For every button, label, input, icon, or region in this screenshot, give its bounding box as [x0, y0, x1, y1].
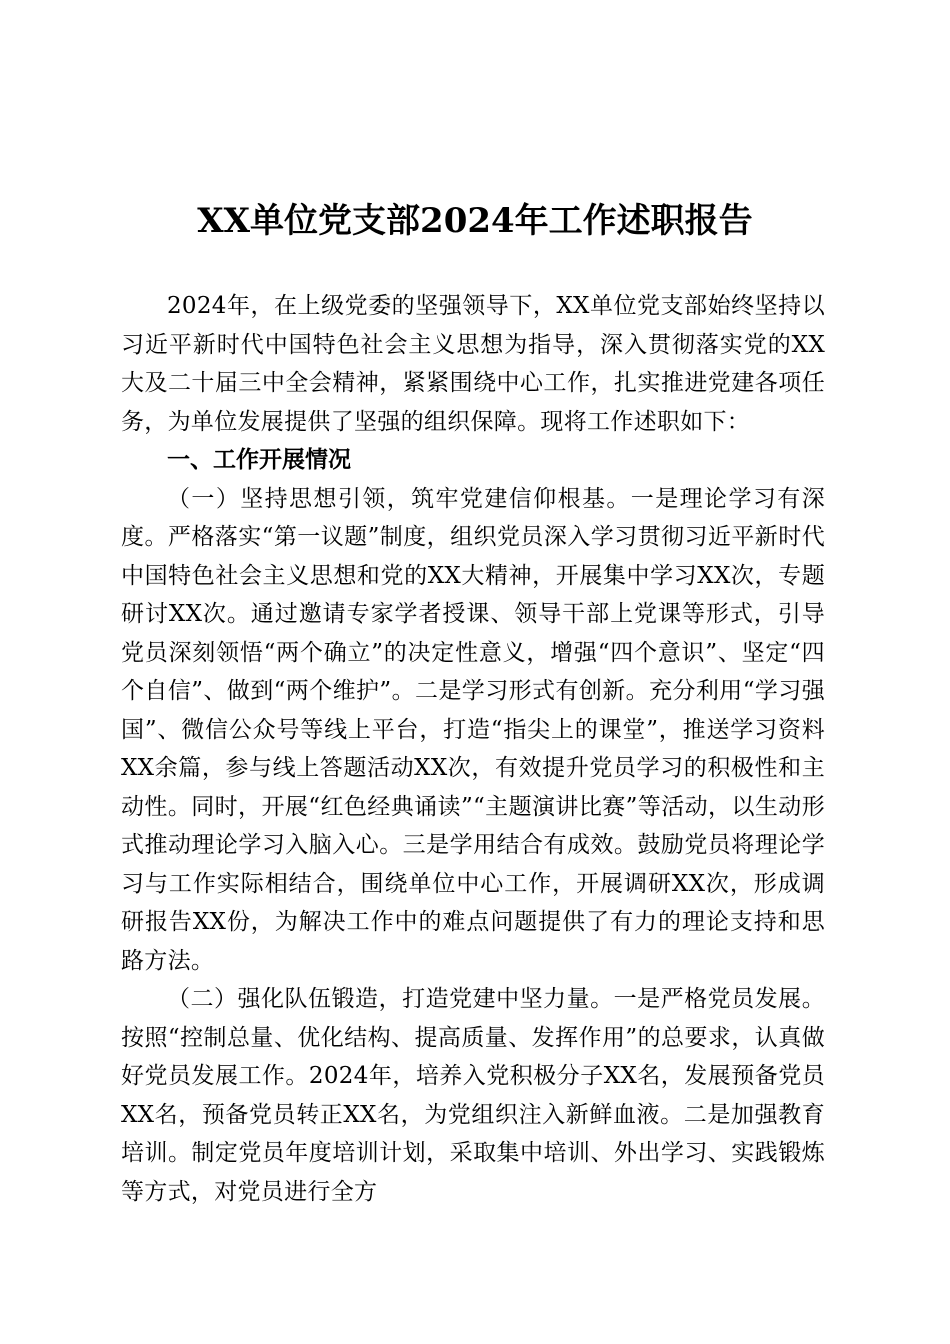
document-body	[121, 287, 825, 1211]
intro-paragraph: 2024年，在上级党委的坚强领导下，XX单位党支部始终坚持以习近平新时代中国特色社会主义思想为指导，深入贯彻落实党的XX大及二十届三中全会精神，紧紧围绕中心工作，扎实推进党建各项任务，为单位发展提供了坚强的组织保障。现将工作述职如下：	[121, 293, 825, 435]
section-heading-work-progress: 一、工作开展情况	[167, 447, 351, 473]
document-title: XX单位党支部2024年工作述职报告	[197, 201, 753, 241]
subsection-team-building: （二）强化队伍锻造，打造党建中坚力量。一是严格党员发展。按照“控制总量、优化结构、提高质量、发挥作用”的总要求，认真做好党员发展工作。2024年，培养入党积极分子XX名，发展预备党员XX名，预备党员转正XX名，为党组织注入新鲜血液。二是加强教育培训。制定党员年度培训计划，采取集中培训、外出学习、实践锻炼等方式，对党员进行全方	[121, 986, 825, 1205]
subsection-ideological-guidance: （一）坚持思想引领，筑牢党建信仰根基。一是理论学习有深度。严格落实“第一议题”制度，组织党员深入学习贯彻习近平新时代中国特色社会主义思想和党的XX大精神，开展集中学习XX次，专题研讨XX次。通过邀请专家学者授课、领导干部上党课等形式，引导党员深刻领悟“两个确立”的决定性意义，增强“四个意识”、坚定“四个自信”、做到“两个维护”。二是学习形式有创新。充分利用“学习强国”、微信公众号等线上平台，打造“指尖上的课堂”，推送学习资料XX余篇，参与线上答题活动XX次，有效提升党员学习的积极性和主动性。同时，开展“红色经典诵读”“主题演讲比赛”等活动，以生动形式推动理论学习入脑入心。三是学用结合有成效。鼓励党员将理论学习与工作实际相结合，围绕单位中心工作，开展调研XX次，形成调研报告XX份，为解决工作中的难点问题提供了有力的理论支持和思路方法。	[121, 485, 825, 974]
